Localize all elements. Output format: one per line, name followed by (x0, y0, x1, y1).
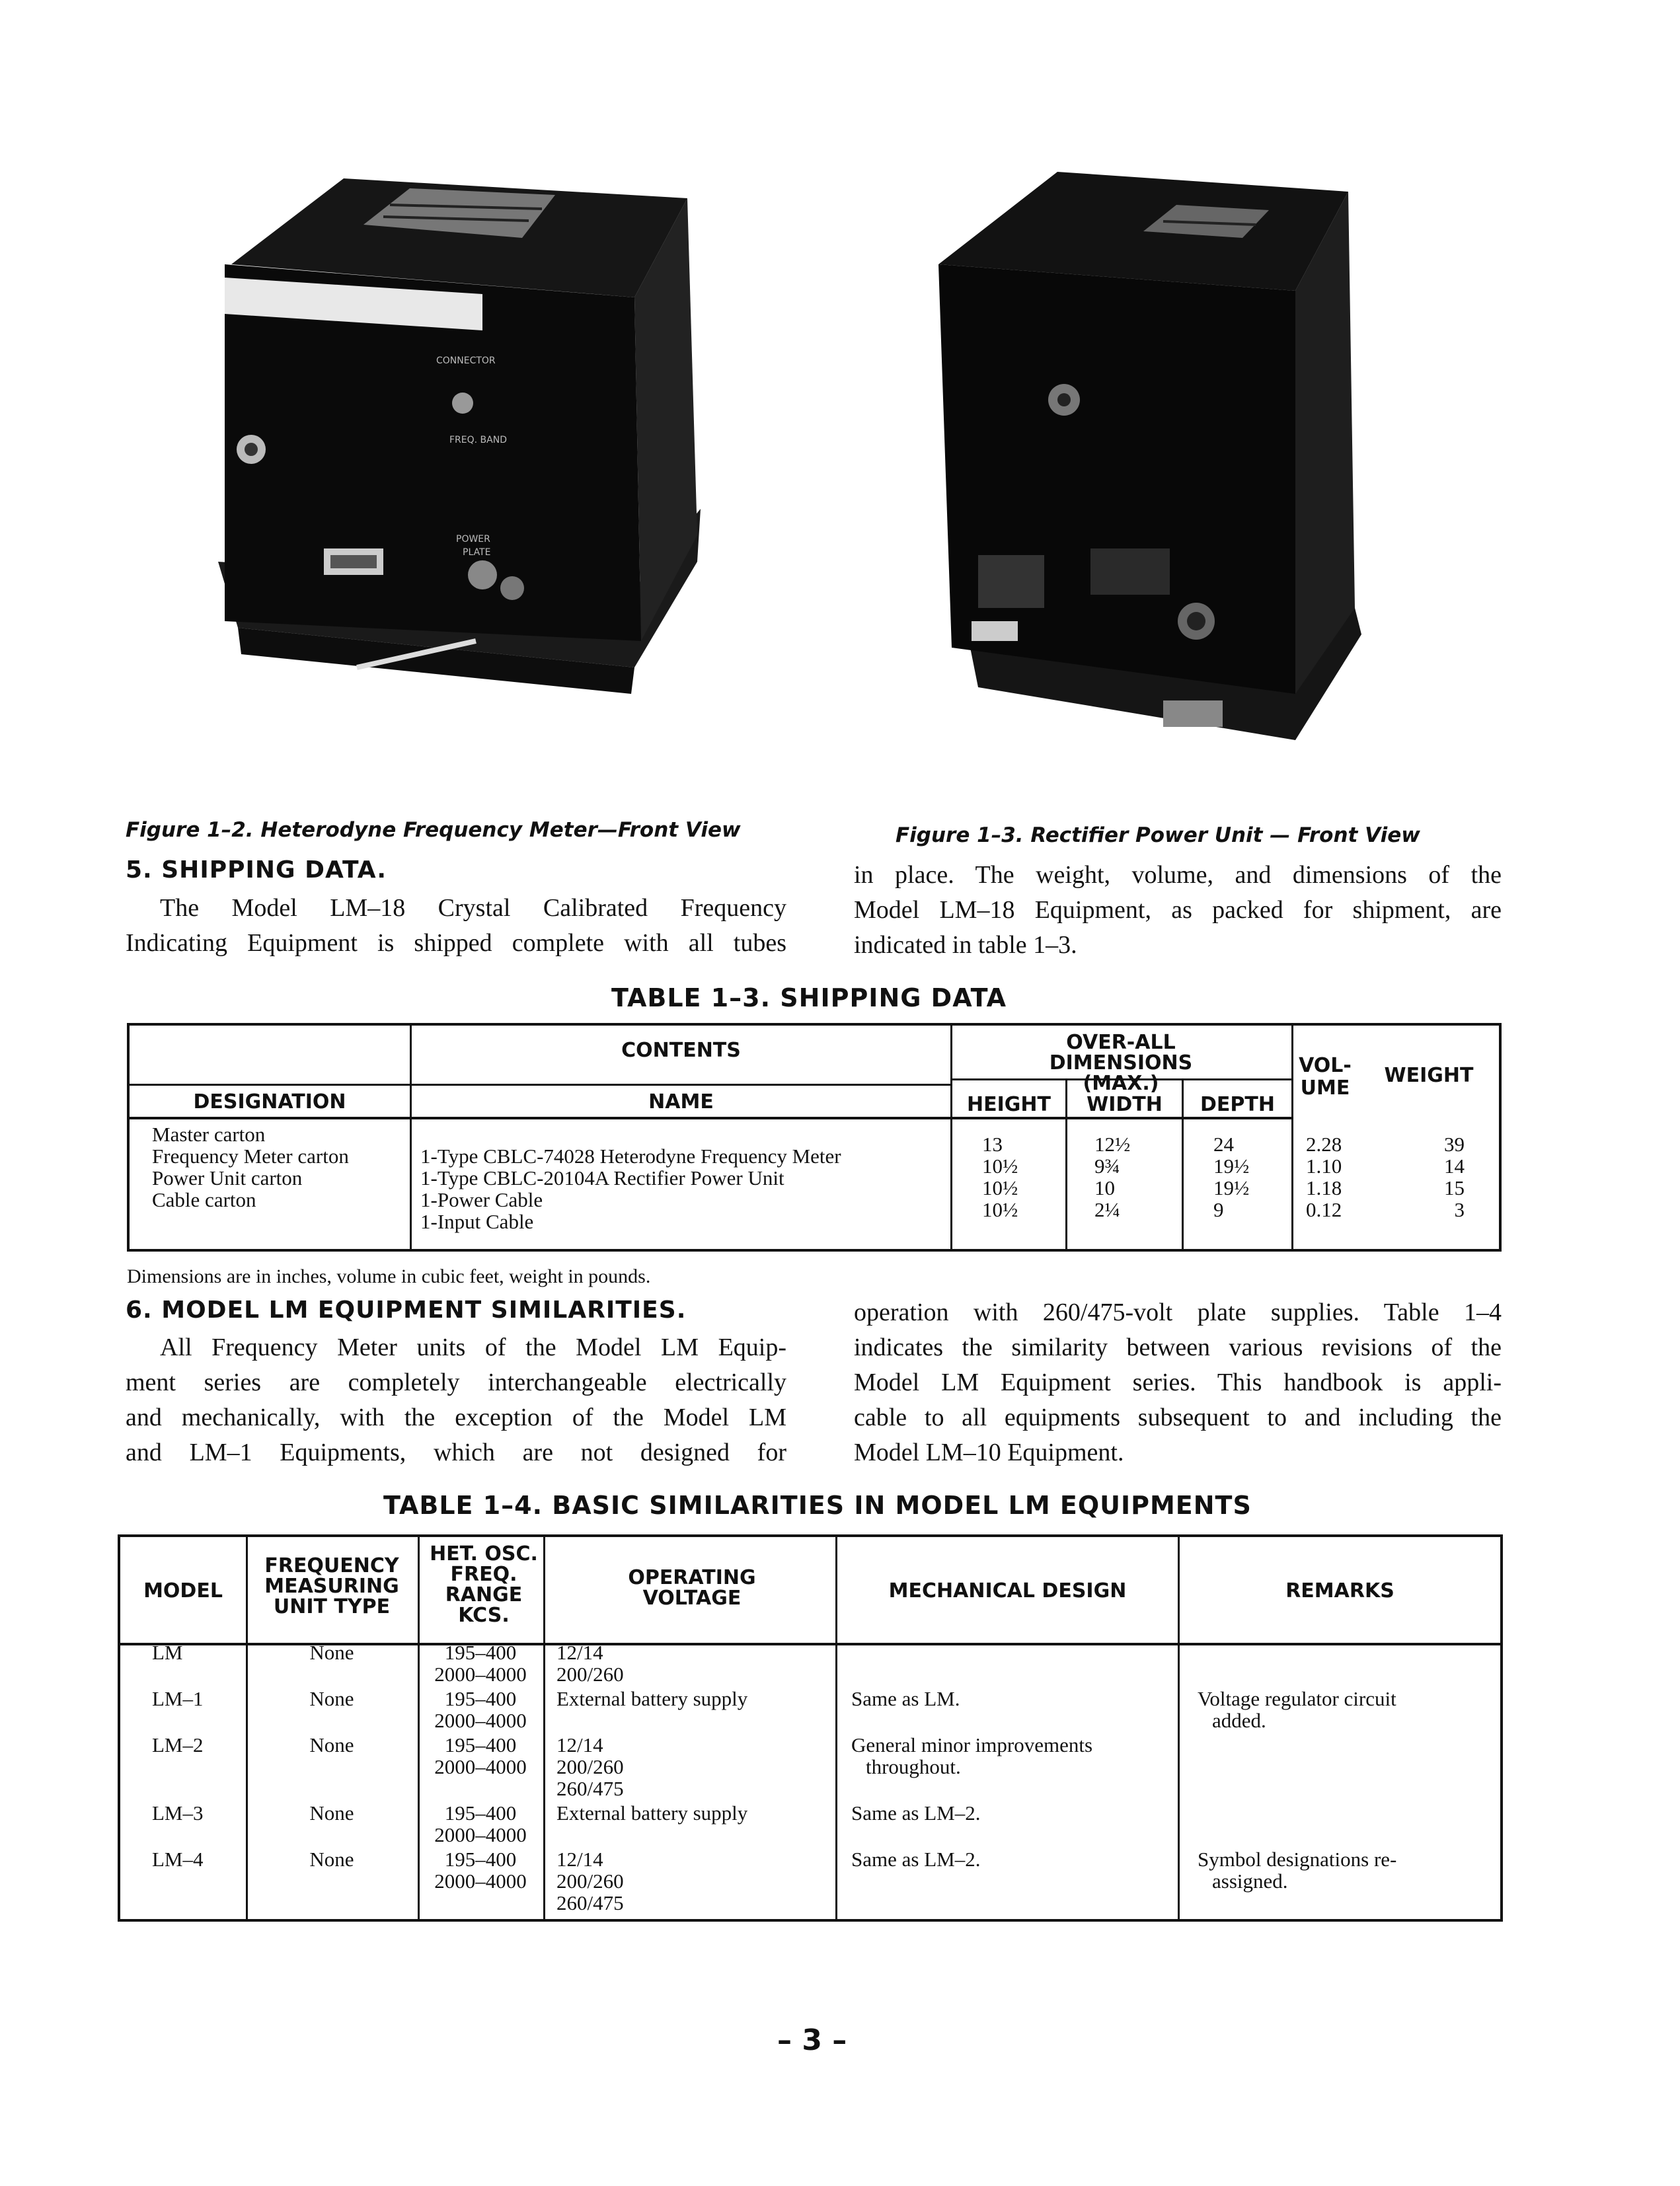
cell-range (418, 1734, 543, 1778)
figure-1-3-photo (925, 172, 1375, 753)
cell-voltage (556, 1641, 624, 1685)
cell-design (851, 1688, 960, 1710)
name-column (420, 1145, 841, 1232)
cell-unit: None (309, 1641, 354, 1664)
cell-design-line: Same as LM. (851, 1687, 960, 1710)
width-cell: 10 (1094, 1176, 1115, 1199)
height-column (982, 1133, 1018, 1221)
cell-remarks-line: Symbol designations re- (1198, 1848, 1397, 1871)
header-unit-type: FREQUENCY MEASURING UNIT TYPE (264, 1554, 399, 1618)
name-cell: 1-Type CBLC-74028 Heterodyne Frequency Meter (420, 1145, 841, 1168)
width-column (1094, 1133, 1130, 1221)
cell-remarks-line: assigned. (1212, 1869, 1288, 1893)
weight-column (1418, 1133, 1465, 1221)
cell-range (418, 1848, 543, 1892)
header-height: HEIGHT (967, 1093, 1051, 1116)
section-6-left-line: All Frequency Meter units of the Model LM Equip- (160, 1334, 786, 1361)
volume-cell: 1.10 (1306, 1154, 1342, 1178)
cell-unit: None (309, 1801, 354, 1825)
cell-voltage-line: External battery supply (556, 1687, 748, 1710)
cell-voltage-line: 200/260 (556, 1869, 624, 1893)
figure-1-2-photo (211, 165, 701, 760)
figure-1-3-caption: Figure 1–3. Rectifier Power Unit — Front View (896, 823, 1420, 847)
cell-range-line: 195–400 (444, 1641, 517, 1664)
cell-voltage-line: External battery supply (556, 1801, 748, 1825)
cell-voltage-line: 200/260 (556, 1755, 624, 1778)
cell-voltage (556, 1802, 747, 1824)
section-5-left-line: The Model LM–18 Crystal Calibrated Frequency (160, 894, 786, 922)
cell-range-line: 195–400 (444, 1801, 517, 1825)
cell-voltage-line: 260/475 (556, 1891, 624, 1914)
cell-voltage-line: 12/14 (556, 1733, 603, 1756)
cell-design-line: General minor improvements (851, 1733, 1093, 1756)
depth-column (1213, 1133, 1249, 1221)
designation-cell: Power Unit carton (152, 1166, 303, 1189)
section-6-left-line: ment series are completely interchangeable electrically (126, 1369, 786, 1396)
panel-label-freq-band: FREQ. BAND (449, 435, 507, 445)
panel-label-power: POWER (456, 534, 490, 545)
cell-voltage (556, 1848, 624, 1914)
cell-remarks (1198, 1688, 1396, 1731)
header-name: NAME (648, 1090, 714, 1113)
section-6-right-line: indicates the similarity between various revisions of the (854, 1334, 1502, 1361)
header-designation: DESIGNATION (193, 1090, 346, 1113)
cell-range-line: 2000–4000 (434, 1755, 527, 1778)
section-5-left-line: Indicating Equipment is shipped complete with all tubes (126, 929, 786, 957)
header-depth: DEPTH (1200, 1093, 1275, 1116)
cell-range (418, 1802, 543, 1846)
header-overall-dimensions: OVER-ALL DIMENSIONS (MAX.) (1049, 1031, 1193, 1095)
table-1-4-title: TABLE 1–4. BASIC SIMILARITIES IN MODEL LM EQUIPMENTS (383, 1491, 1252, 1520)
weight-cell: 39 (1444, 1133, 1465, 1156)
designation-cell: Cable carton (152, 1188, 256, 1211)
section-6-left-text (126, 1330, 786, 1470)
cell-unit: None (309, 1733, 354, 1756)
table-1-3 (127, 1023, 1502, 1252)
weight-cell: 14 (1444, 1154, 1465, 1178)
cell-range-line: 195–400 (444, 1733, 517, 1756)
cell-range-line: 195–400 (444, 1848, 517, 1871)
panel-label-plate: PLATE (463, 547, 491, 558)
section-5-right-line: in place. The weight, volume, and dimensions of the (854, 861, 1502, 889)
volume-cell: 1.18 (1306, 1176, 1342, 1199)
header-weight: WEIGHT (1384, 1064, 1474, 1087)
section-6-left-line: and mechanically, with the exception of the Model LM (126, 1404, 786, 1431)
depth-cell: 9 (1213, 1198, 1224, 1221)
cell-range-line: 2000–4000 (434, 1869, 527, 1893)
cell-model: LM–4 (152, 1848, 204, 1871)
designation-cell: Frequency Meter carton (152, 1145, 349, 1168)
cell-design-line: throughout. (866, 1755, 961, 1778)
section-6-right-text (854, 1295, 1502, 1470)
weight-cell: 3 (1454, 1198, 1465, 1221)
header-contents: CONTENTS (621, 1039, 741, 1062)
section-6-right-line: operation with 260/475-volt plate supplies. Table 1–4 (854, 1299, 1502, 1326)
depth-cell: 19½ (1213, 1176, 1250, 1199)
header-width: WIDTH (1087, 1093, 1163, 1116)
cell-model: LM–3 (152, 1801, 204, 1825)
cell-range (418, 1641, 543, 1685)
width-cell: 2¼ (1094, 1198, 1120, 1221)
header-operating-voltage: OPERATING VOLTAGE (628, 1566, 756, 1610)
cell-range-line: 195–400 (444, 1687, 517, 1710)
height-cell: 10½ (982, 1198, 1018, 1221)
cell-remarks-line: Voltage regulator circuit (1198, 1687, 1396, 1710)
cell-range-line: 2000–4000 (434, 1709, 527, 1732)
cell-design-line: Same as LM–2. (851, 1801, 981, 1825)
volume-cell: 0.12 (1306, 1198, 1342, 1221)
cell-model: LM (152, 1641, 183, 1664)
section-5-right-line: Model LM–18 Equipment, as packed for shipment, are (854, 896, 1502, 924)
height-cell: 10½ (982, 1176, 1018, 1199)
volume-column (1306, 1133, 1342, 1221)
cell-voltage-line: 12/14 (556, 1641, 603, 1664)
cell-voltage-line: 260/475 (556, 1777, 624, 1800)
cell-range (418, 1688, 543, 1731)
cell-range-line: 2000–4000 (434, 1663, 527, 1686)
weight-cell: 15 (1444, 1176, 1465, 1199)
section-6-right-line: Model LM Equipment series. This handbook is appli- (854, 1369, 1502, 1396)
cell-design (851, 1734, 1092, 1778)
cell-unit: None (309, 1687, 354, 1710)
figure-1-2-caption: Figure 1–2. Heterodyne Frequency Meter—Front View (126, 818, 741, 842)
section-5-right-text (854, 858, 1502, 963)
width-cell: 12½ (1094, 1133, 1131, 1156)
cell-voltage (556, 1688, 747, 1710)
header-model: MODEL (143, 1579, 223, 1602)
cell-voltage-line: 12/14 (556, 1848, 603, 1871)
name-cell: 1-Type CBLC-20104A Rectifier Power Unit (420, 1166, 784, 1189)
header-mechanical-design: MECHANICAL DESIGN (888, 1579, 1127, 1602)
name-cell: 1-Power Cable (420, 1188, 543, 1211)
cell-remarks (1198, 1848, 1396, 1892)
section-6-right-line: cable to all equipments subsequent to and including the (854, 1404, 1502, 1431)
cell-design (851, 1848, 980, 1870)
depth-cell: 19½ (1213, 1154, 1250, 1178)
depth-cell: 24 (1213, 1133, 1234, 1156)
designation-cell: Master carton (152, 1123, 266, 1146)
section-5-heading: 5. SHIPPING DATA. (126, 856, 387, 884)
table-1-3-footnote: Dimensions are in inches, volume in cubic feet, weight in pounds. (127, 1265, 651, 1287)
width-cell: 9¾ (1094, 1154, 1120, 1178)
header-freq-range: HET. OSC. FREQ. RANGE KCS. (430, 1542, 538, 1627)
section-5-right-line: indicated in table 1–3. (854, 931, 1077, 959)
name-cell: 1-Input Cable (420, 1210, 534, 1233)
cell-model: LM–2 (152, 1733, 204, 1756)
page-number: – 3 – (777, 2023, 847, 2057)
height-cell: 10½ (982, 1154, 1018, 1178)
table-1-3-title: TABLE 1–3. SHIPPING DATA (611, 983, 1007, 1012)
cell-model: LM–1 (152, 1687, 204, 1710)
section-6-left-line: and LM–1 Equipments, which are not designed for (126, 1439, 786, 1466)
cell-unit: None (309, 1848, 354, 1871)
panel-label-connector: CONNECTOR (436, 356, 496, 366)
cell-design (851, 1802, 980, 1824)
section-5-left-text (126, 891, 786, 961)
cell-design-line: Same as LM–2. (851, 1848, 981, 1871)
height-cell: 13 (982, 1133, 1003, 1156)
section-6-heading: 6. MODEL LM EQUIPMENT SIMILARITIES. (126, 1297, 687, 1324)
table-1-4 (118, 1534, 1503, 1922)
designation-column (152, 1123, 349, 1211)
cell-range-line: 2000–4000 (434, 1823, 527, 1846)
cell-remarks-line: added. (1212, 1709, 1266, 1732)
header-volume: VOL-UME (1299, 1054, 1352, 1100)
cell-voltage (556, 1734, 624, 1799)
volume-cell: 2.28 (1306, 1133, 1342, 1156)
section-6-right-line: Model LM–10 Equipment. (854, 1439, 1124, 1466)
header-remarks: REMARKS (1285, 1579, 1394, 1602)
cell-voltage-line: 200/260 (556, 1663, 624, 1686)
